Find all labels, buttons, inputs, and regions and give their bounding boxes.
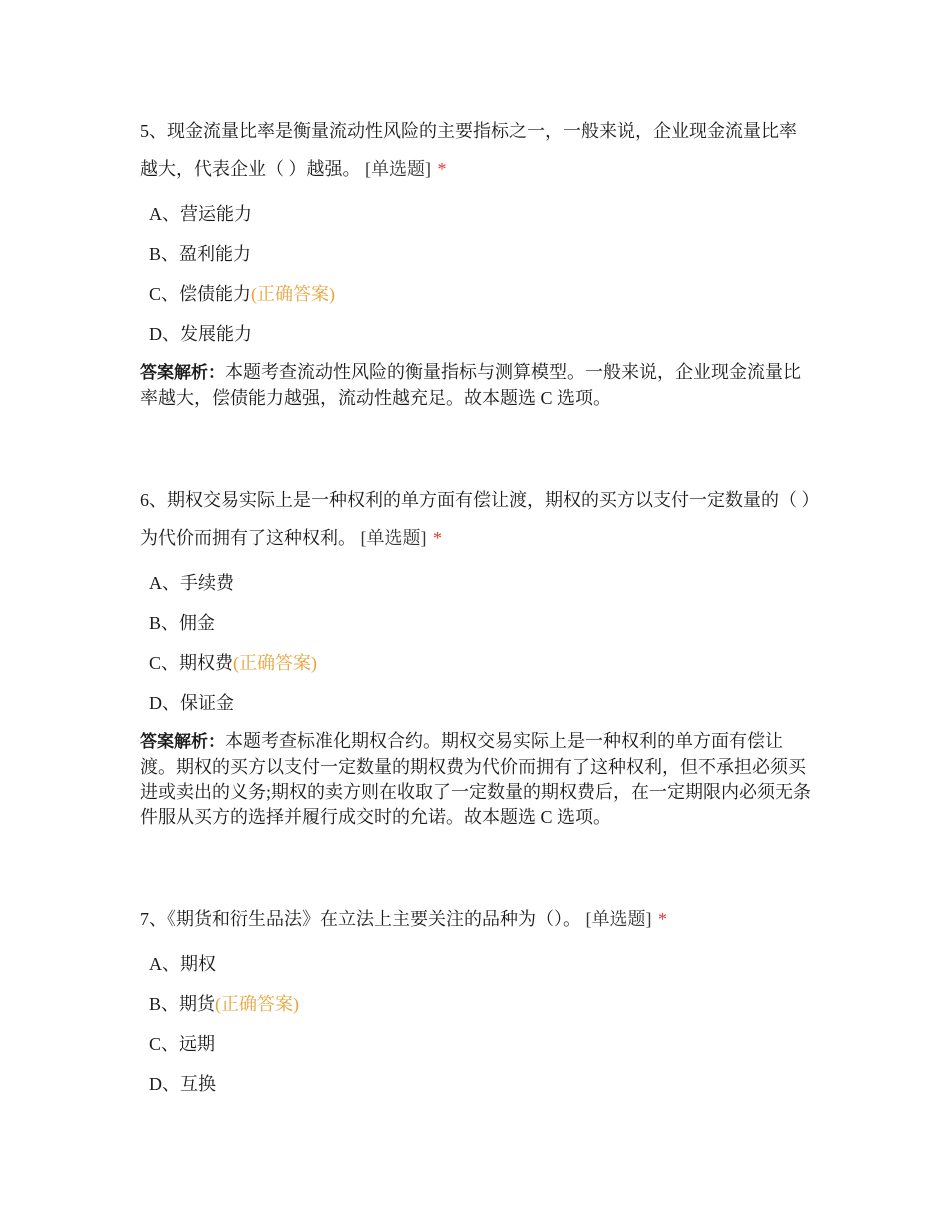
option-letter: B、 [149,994,180,1014]
option-text: 远期 [179,1034,216,1054]
question-stem [140,112,812,188]
option-list [140,950,812,1110]
question-number: 5、 [140,121,167,141]
question-type: [单选题] [585,909,652,929]
option-text: 期权费 [179,653,234,673]
option-letter: A、 [149,573,180,593]
option-b [140,240,812,280]
question-text: 现金流量比率是衡量流动性风险的主要指标之一，一般来说，企业现金流量比率越大，代表企业（ ）越强。 [140,121,797,179]
option-d [140,320,812,360]
option-text: 期权 [180,954,216,974]
option-text: 佣金 [179,613,216,633]
option-text: 偿债能力 [179,284,252,304]
correct-answer-mark: (正确答案) [215,994,300,1014]
option-letter: B、 [149,244,180,264]
option-text: 互换 [180,1074,216,1094]
option-letter: C、 [149,653,180,673]
question-type: [单选题] [360,528,427,548]
question-type: [单选题] [365,159,431,179]
analysis-text: 本题考查流动性风险的衡量指标与测算模型。一般来说，企业现金流量比率越大，偿债能力越强，流动性越充足。故本题选 C 选项。 [140,362,801,408]
option-a [140,950,812,990]
option-list [140,569,812,729]
option-c [140,1030,812,1070]
option-text: 保证金 [180,693,234,713]
option-text: 营运能力 [180,204,252,224]
question-stem [140,900,812,938]
option-letter: A、 [149,204,180,224]
option-text: 盈利能力 [179,244,252,264]
question-5 [140,112,812,411]
answer-analysis [140,360,812,411]
question-text: 期权交易实际上是一种权利的单方面有偿让渡，期权的买方以支付一定数量的（ ）为代价而拥有了这种权利。 [140,490,811,548]
option-b [140,990,812,1030]
option-c [140,280,812,320]
question-7 [140,900,812,1110]
question-stem [140,481,812,557]
option-b [140,609,812,649]
option-letter: B、 [149,613,180,633]
option-text: 发展能力 [180,324,252,344]
option-letter: C、 [149,1034,180,1054]
correct-answer-mark: (正确答案) [233,653,318,673]
question-number: 7、 [140,909,167,929]
option-letter: D、 [149,693,180,713]
analysis-text: 本题考查标准化期权合约。期权交易实际上是一种权利的单方面有偿让渡。期权的买方以支付一定数量的期权费为代价而拥有了这种权利，但不承担必须买进或卖出的义务;期权的卖方则在收取了一定数量的期权费后，在一定期限内必须无条件服从买方的选择并履行成交时的允诺。故本题选 C 选项。 [140,731,811,827]
question-6 [140,481,812,830]
required-asterisk: * [437,159,447,179]
option-a [140,569,812,609]
answer-analysis [140,729,812,830]
question-number: 6、 [140,490,167,510]
analysis-label: 答案解析： [140,732,225,752]
question-text: 《期货和衍生品法》在立法上主要关注的品种为（）。 [167,909,581,929]
option-list [140,200,812,360]
option-c [140,649,812,689]
option-letter: C、 [149,284,180,304]
option-a [140,200,812,240]
option-letter: D、 [149,324,180,344]
correct-answer-mark: (正确答案) [251,284,336,304]
option-letter: A、 [149,954,180,974]
analysis-label: 答案解析： [140,363,225,383]
option-letter: D、 [149,1074,180,1094]
option-d [140,1070,812,1110]
required-asterisk: * [433,528,442,548]
option-d [140,689,812,729]
option-text: 期货 [179,994,216,1014]
option-text: 手续费 [180,573,234,593]
required-asterisk: * [658,909,667,929]
